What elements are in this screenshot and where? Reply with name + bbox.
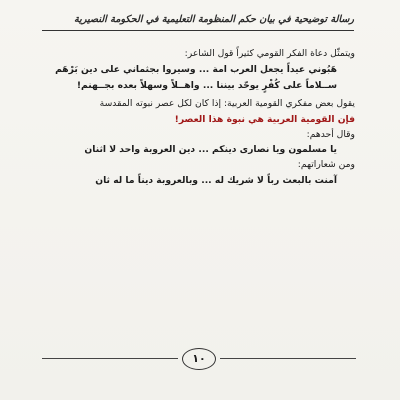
body-line-quote: يقول بعض مفكري القومية العربية: إذا كان لكل عصر نبوته المقدسة (99, 98, 355, 109)
body-line-slogans: ومن شعاراتهم: (297, 159, 355, 170)
body-line-intro: ويتمثّل دعاة الفكر القومي كثيراً قول الشاعر: (184, 48, 355, 59)
verse-line-1: هَبُوني عيداً يجعل العرب امة ... وسيروا بجثماني على دين بَرْهَم (55, 64, 337, 75)
verse-line-2: ســلاماً على كُفْرٍ يوحّد بيننا ... واهــلاً وسهلاً بعده بجــهنم! (76, 80, 337, 91)
verse-line-3: يا مسلمون ويا نصارى دينكم ... دين العروبة واحد لا اثنان (84, 144, 337, 155)
body-line-highlight: فإن القومية العربية هي نبوة هذا العصر! (174, 114, 355, 125)
page-header (42, 8, 354, 34)
verse-line-4: آمنت بالبعث رباً لا شريك له ... وبالعروبة ديناً ما له ثان (95, 175, 337, 186)
running-title: رسالة توضيحية في بيان حكم المنظومة التعليمية في الحكومة النصيرية (74, 14, 354, 25)
body-line-said: وقال أحدهم: (306, 129, 355, 140)
header-divider (42, 30, 354, 31)
page-number: ١٠ (182, 348, 216, 370)
